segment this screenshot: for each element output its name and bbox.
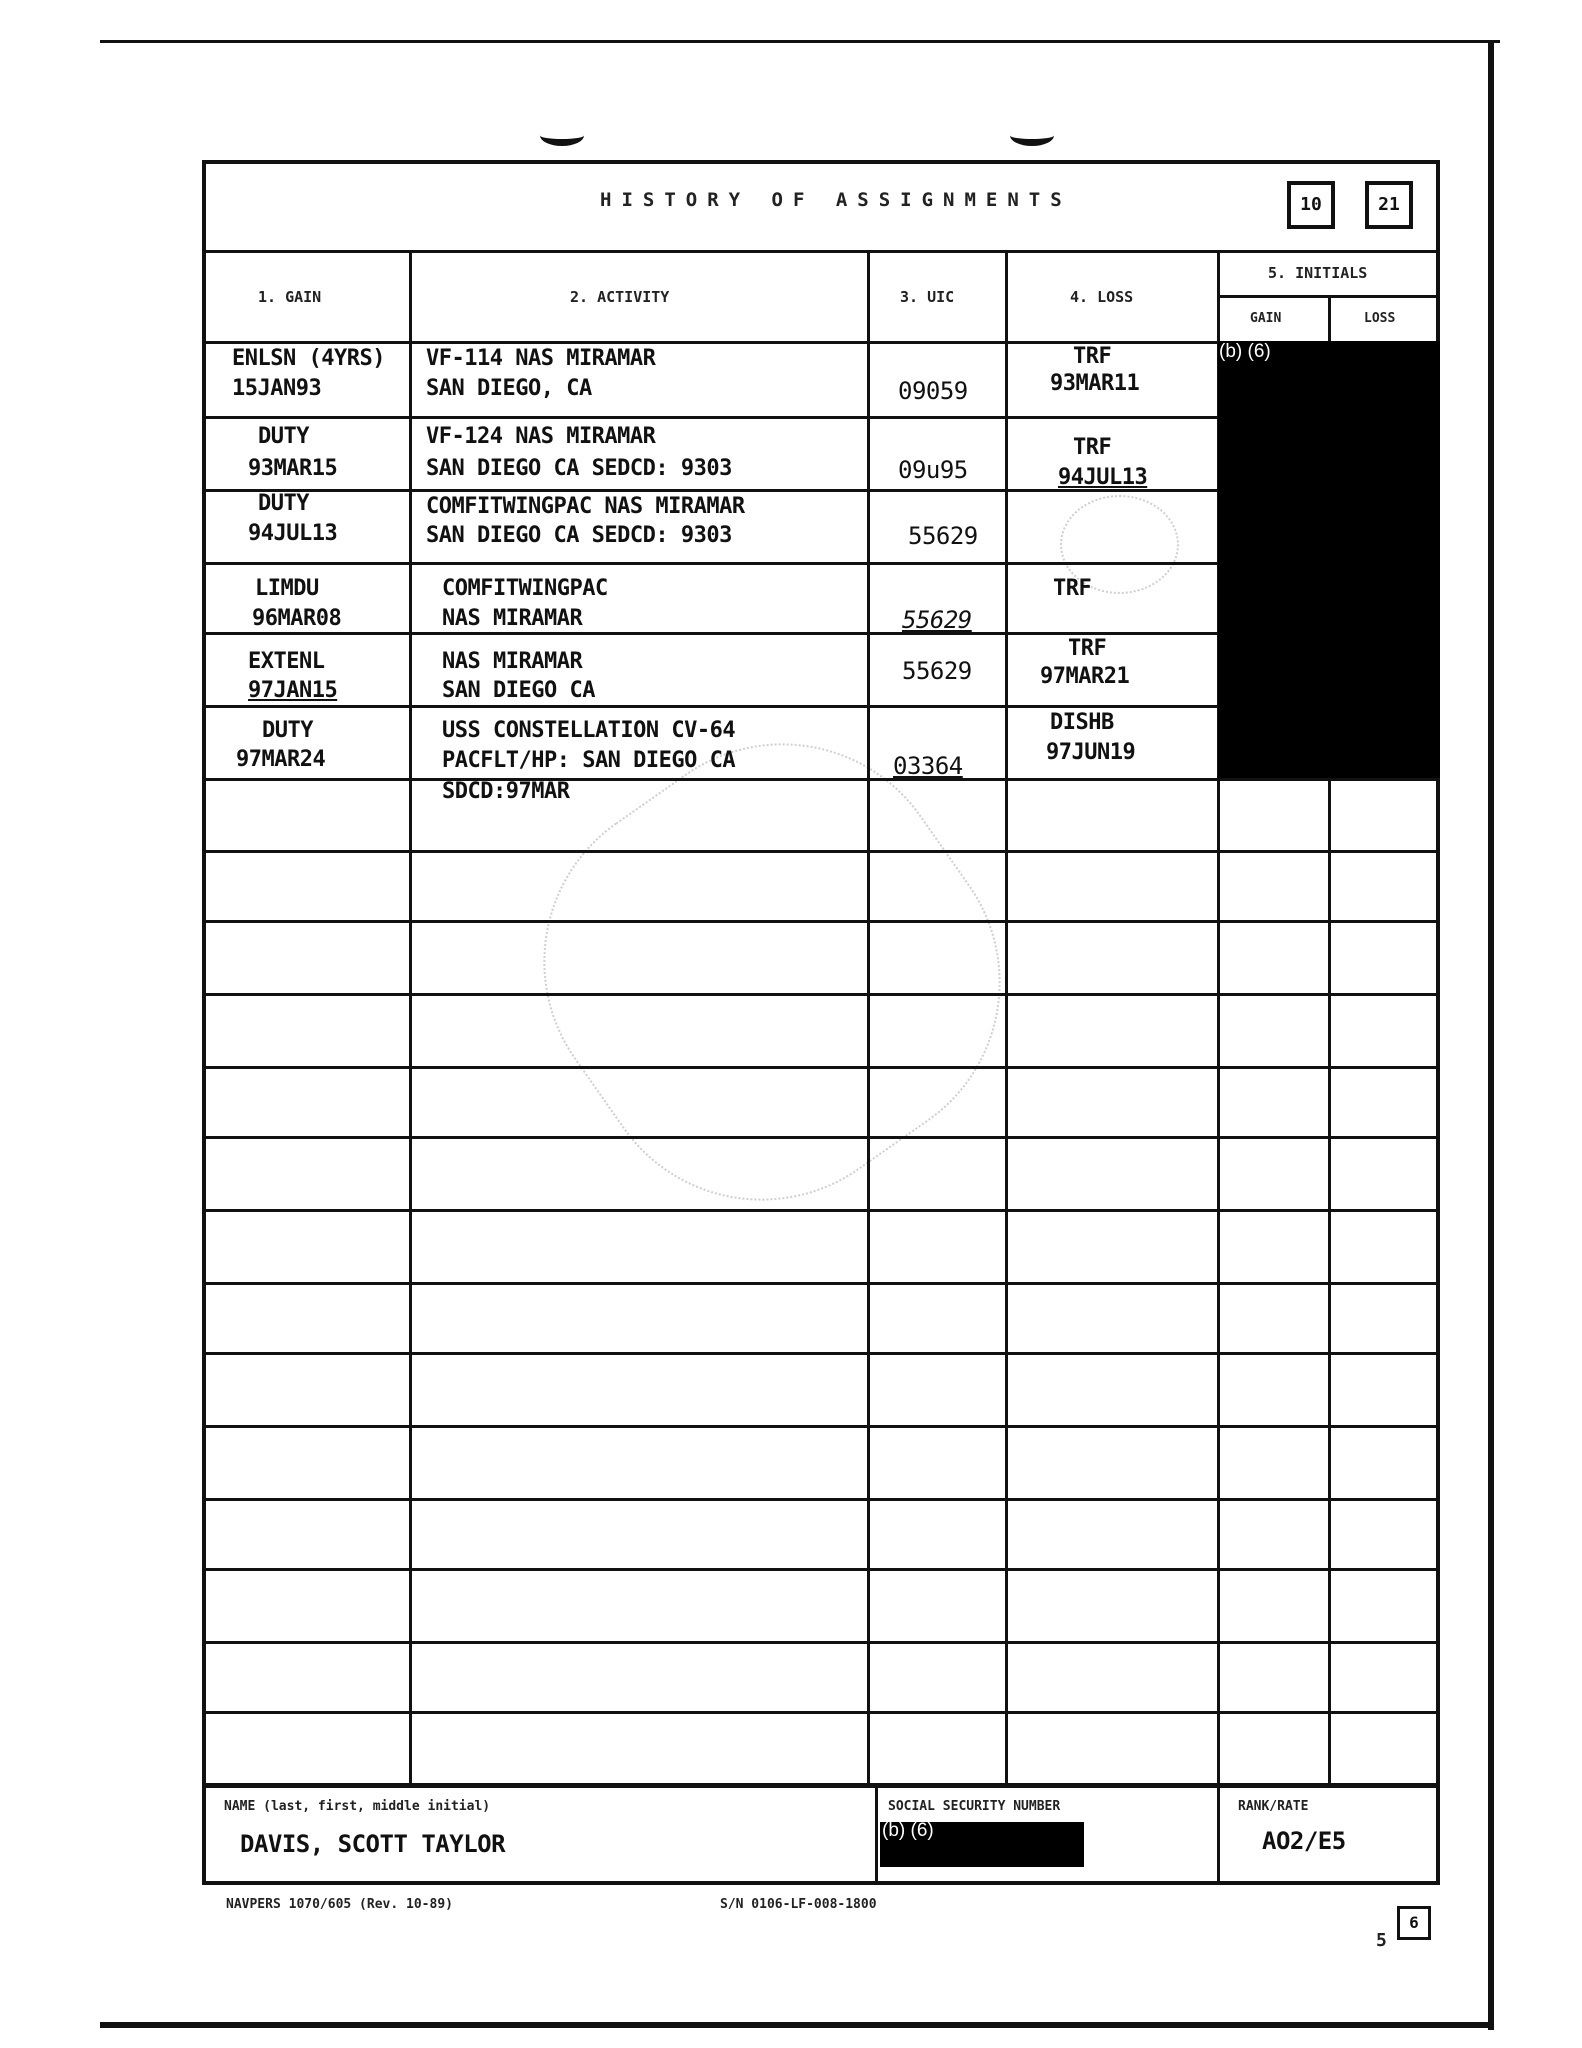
initials-redaction [1218,341,1440,778]
initials-gain-header: GAIN [1250,311,1282,326]
right-scan-edge [1488,40,1494,2030]
form-box-10: 10 [1287,181,1335,229]
page-number: 5 [1376,1930,1387,1951]
name-label: NAME (last, first, middle initial) [224,1799,491,1814]
name-value: DAVIS, SCOTT TAYLOR [240,1830,506,1858]
initials-loss-header: LOSS [1364,311,1396,326]
col-initials-header: 5. INITIALS [1268,264,1368,282]
stock-number: S/N 0106-LF-008-1800 [720,1897,877,1912]
col-activity-header: 2. ACTIVITY [570,288,670,306]
initials-redaction-label: (b) (6) [1219,341,1271,362]
top-scan-edge [100,40,1500,43]
rank-value: AO2/E5 [1262,1827,1346,1855]
form-box-21: 21 [1365,181,1413,229]
ssn-redaction-label: (b) (6) [882,1820,934,1841]
form-title: HISTORY OF ASSIGNMENTS [600,189,1072,211]
col-uic-header: 3. UIC [900,288,955,306]
page: HISTORY OF ASSIGNMENTS 10 21 1. GAIN 2. ACTIVITY 3. UIC 4. LOSS 5. INITIALS GAIN LOSS (b) (6) ENLSN (4YRS) 15JAN93 VF-114 NAS MIRAMAR SAN DIEGO, CA 09059 TRF 93MAR11 DUTY 93MAR15 VF-124 NAS MIRAMAR SAN DIEGO CA SEDCD: 9303 09u95 TRF 94JUL13 DUTY 94JUL13 COMFITWINGPAC NAS MIRAMAR SAN DIEGO CA SEDCD: 9303 55629 LIMDU 96MAR08 COMFITWINGPAC NAS MIRAMAR 55629 TRF EXTENL 97JAN15 NAS MIRAMAR SAN DIEGO CA 55629 TRF 97MAR21 DUTY 97MAR24 USS CONSTELLATION CV-64 PACFLT/HP: SAN DIEGO CA SDCD:97MAR 03364 DISHB 97JUN19 NAME (last, first, middle initial) DAVIS, SCOTT TAYLOR SOCIAL SECURITY NUMBER (b) (6) RANK/RATE AO2/E5 NAVPERS 1070/605 (Rev. 10-89) S/N 0106-LF-008-1800 5 6 [0,0,1582,2048]
rank-label: RANK/RATE [1238,1799,1309,1814]
punch-hole-left [540,125,584,146]
form-number: NAVPERS 1070/605 (Rev. 10-89) [226,1897,453,1912]
col-loss-header: 4. LOSS [1070,288,1134,306]
punch-hole-right [1010,125,1054,146]
page-box: 6 [1397,1906,1431,1940]
ssn-label: SOCIAL SECURITY NUMBER [888,1799,1061,1814]
bottom-scan-edge [100,2022,1494,2028]
col-gain-header: 1. GAIN [258,288,322,306]
